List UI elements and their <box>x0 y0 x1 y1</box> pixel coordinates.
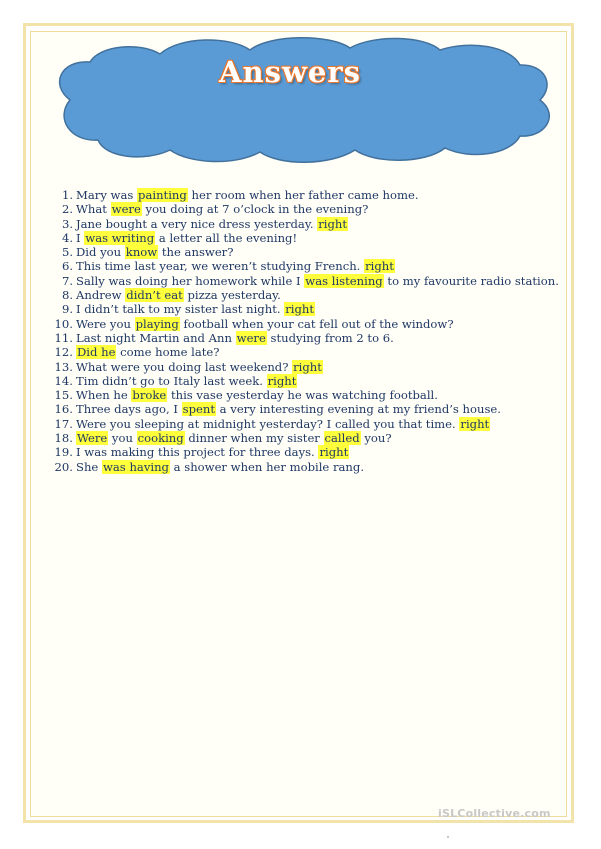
answer-segment: dinner when my sister <box>184 431 324 446</box>
answer-item <box>48 345 559 359</box>
answer-segment: you doing at 7 o’clock in the evening? <box>141 202 369 217</box>
answer-segment: I didn’t talk to my sister last night. <box>76 302 285 317</box>
highlighted-answer: right <box>365 259 394 274</box>
highlighted-answer: right <box>293 359 322 374</box>
answer-number: 16. <box>54 402 73 417</box>
answer-item <box>48 374 559 388</box>
highlighted-answer: know <box>125 245 158 260</box>
highlighted-answer: was listening <box>305 273 383 288</box>
answer-text <box>73 188 419 202</box>
answer-number: 8. <box>61 288 73 303</box>
answer-text <box>73 317 454 331</box>
answer-item <box>48 188 559 202</box>
highlighted-answer: right <box>460 416 490 431</box>
answer-item <box>48 331 559 345</box>
answer-number: 10. <box>54 316 73 331</box>
answer-number: 15. <box>54 388 73 403</box>
highlighted-answer: right <box>285 302 315 317</box>
answer-text <box>73 245 233 259</box>
answer-number: 5. <box>61 245 73 260</box>
answer-number: 3. <box>61 216 73 231</box>
answer-text <box>73 374 297 388</box>
answer-segment: I was making this project for three days. <box>76 445 319 460</box>
highlighted-answer: was writing <box>85 230 155 245</box>
answer-segment: This time last year, we weren’t studying French. <box>76 259 365 274</box>
answer-item <box>48 431 559 445</box>
answer-number: 4. <box>61 230 73 245</box>
watermark: iSLCollective.com <box>438 807 551 820</box>
answer-number: 7. <box>61 273 73 288</box>
answer-segment: Sally was doing her homework while I <box>76 273 305 288</box>
highlighted-answer: Were <box>77 431 108 446</box>
answer-list <box>48 188 559 474</box>
answer-segment: come home late? <box>116 345 220 360</box>
answer-segment: She <box>76 459 102 474</box>
highlighted-answer: spent <box>182 402 215 417</box>
answer-number: 14. <box>54 373 73 388</box>
highlighted-answer: playing <box>135 316 179 331</box>
highlighted-answer: right <box>319 445 349 460</box>
answer-segment: Were you sleeping at midnight yesterday? I called you that time. <box>76 416 460 431</box>
answer-item <box>48 388 559 402</box>
answer-item <box>48 274 559 288</box>
answer-item <box>48 460 559 474</box>
answer-segment: a shower when her mobile rang. <box>169 459 365 474</box>
highlighted-answer: painting <box>138 188 187 202</box>
answer-text <box>73 445 349 459</box>
title-cloud <box>30 30 575 170</box>
answer-segment: this vase yesterday he was watching football. <box>167 388 438 403</box>
highlighted-answer: didn’t eat <box>126 288 183 303</box>
answer-number: 13. <box>54 359 73 374</box>
answer-text <box>73 388 438 402</box>
answer-text <box>73 345 220 359</box>
answer-text <box>73 274 559 288</box>
answer-number: 6. <box>61 259 73 274</box>
answer-item <box>48 217 559 231</box>
highlighted-answer: cooking <box>137 431 184 446</box>
answer-item <box>48 231 559 245</box>
answer-segment: Did you <box>76 245 125 260</box>
highlighted-answer: called <box>324 431 360 446</box>
answer-segment: What were you doing last weekend? <box>76 359 293 374</box>
answer-segment: Three days ago, I <box>76 402 182 417</box>
answer-text <box>73 231 297 245</box>
answer-segment: the answer? <box>158 245 234 260</box>
answer-text <box>73 302 315 316</box>
answer-segment: Were you <box>76 316 135 331</box>
footer-dot <box>447 836 449 838</box>
answer-item <box>48 245 559 259</box>
answer-text <box>73 288 281 302</box>
answer-number: 17. <box>54 416 73 431</box>
answer-number: 9. <box>61 302 73 317</box>
answer-segment: a very interesting evening at my friend’s house. <box>215 402 501 417</box>
answer-text <box>73 217 348 231</box>
answer-item <box>48 417 559 431</box>
answer-segment: you? <box>360 431 392 446</box>
highlighted-answer: right <box>267 373 297 388</box>
answer-segment: to my favourite radio station. <box>383 273 559 288</box>
answer-text <box>73 402 501 416</box>
answer-number: 11. <box>54 330 73 345</box>
answer-number: 18. <box>54 431 73 446</box>
answer-segment: you <box>108 431 137 446</box>
answer-segment: Mary was <box>76 188 138 202</box>
answer-segment: Tim didn’t go to Italy last week. <box>76 373 267 388</box>
answer-number: 19. <box>54 445 73 460</box>
answer-segment: her room when her father came home. <box>187 188 419 202</box>
highlighted-answer: broke <box>132 388 167 403</box>
answer-text <box>73 431 392 445</box>
highlighted-answer: were <box>236 330 266 345</box>
answer-text <box>73 360 323 374</box>
answer-item <box>48 259 559 273</box>
answer-item <box>48 445 559 459</box>
answer-segment: I <box>76 230 85 245</box>
answer-segment: Last night Martin and Ann <box>76 330 236 345</box>
answer-segment: Andrew <box>76 288 126 303</box>
highlighted-answer: Did he <box>77 345 116 360</box>
page-title: Answers <box>219 55 361 89</box>
answer-text <box>73 331 394 345</box>
answer-item <box>48 402 559 416</box>
answer-segment: What <box>76 202 111 217</box>
answer-item <box>48 202 559 216</box>
answer-segment: studying from 2 to 6. <box>266 330 394 345</box>
answer-number: 1. <box>61 188 73 202</box>
highlighted-answer: right <box>318 216 348 231</box>
highlighted-answer: was having <box>102 459 169 474</box>
answer-item <box>48 360 559 374</box>
answer-text <box>73 460 364 474</box>
answer-item <box>48 288 559 302</box>
answer-segment: football when your cat fell out of the window? <box>179 316 454 331</box>
highlighted-answer: were <box>111 202 141 217</box>
answer-item <box>48 317 559 331</box>
answer-segment: Jane bought a very nice dress yesterday. <box>76 216 318 231</box>
answer-segment: pizza yesterday. <box>183 288 281 303</box>
answer-number: 20. <box>54 459 73 474</box>
answer-text <box>73 417 490 431</box>
answer-number: 2. <box>61 202 73 217</box>
answer-text <box>73 202 368 216</box>
answer-text <box>73 259 395 273</box>
answer-segment: When he <box>76 388 132 403</box>
answer-item <box>48 302 559 316</box>
answer-segment: a letter all the evening! <box>155 230 298 245</box>
answer-number: 12. <box>54 345 73 360</box>
